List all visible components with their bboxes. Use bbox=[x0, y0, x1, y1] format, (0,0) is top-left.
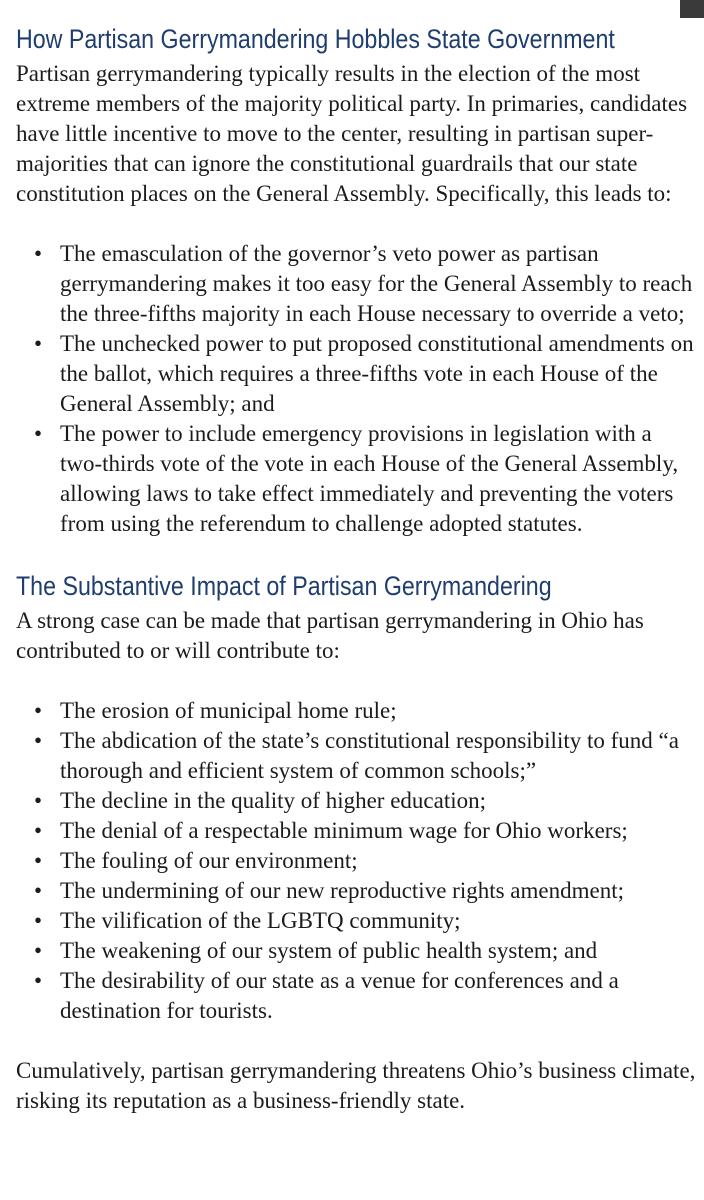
bullet-icon: • bbox=[34, 421, 43, 446]
list-item: • The denial of a respectable minimum wage for Ohio workers; bbox=[16, 816, 696, 846]
list-item: • The unchecked power to put proposed constitutional amendments on the ballot, which requires a three-fifths vote in each House of the General Assembly; and bbox=[34, 331, 694, 416]
bullet-icon: • bbox=[34, 331, 43, 356]
bullet-icon: • bbox=[34, 968, 43, 993]
bullet-icon: • bbox=[34, 938, 43, 963]
section2-bullet-list bbox=[16, 696, 696, 1026]
section1-bullet-list bbox=[16, 239, 696, 539]
list-item: • The abdication of the state’s constitutional responsibility to fund “a thorough and efficient system of common schools;” bbox=[34, 728, 679, 783]
list-item: • The vilification of the LGBTQ community; bbox=[16, 906, 696, 936]
bullet-icon: • bbox=[34, 698, 43, 723]
section2-intro-paragraph: A strong case can be made that partisan gerrymandering in Ohio has contributed to or will contribute to: bbox=[16, 608, 644, 663]
top-bar bbox=[0, 0, 704, 22]
bullet-icon: • bbox=[34, 728, 43, 753]
section1-intro-paragraph: Partisan gerrymandering typically results in the election of the most extreme members of the majority political party. In primaries, candidates have little incentive to move to the center, resulting in partisan super-majorities that can ignore the constitutional guardrails that our state constitution places on the General Assembly. Specifically, this leads to: bbox=[16, 61, 688, 206]
bullet-icon: • bbox=[34, 878, 43, 903]
list-item: • The fouling of our environment; bbox=[16, 846, 696, 876]
bullet-icon: • bbox=[34, 908, 43, 933]
list-item: • The undermining of our new reproductive rights amendment; bbox=[16, 876, 696, 906]
list-item: • The power to include emergency provisions in legislation with a two-thirds vote of the vote in each House of the General Assembly, allowing laws to take effect immediately and preventing the voters from using the referendum to challenge adopted statutes. bbox=[34, 421, 679, 536]
article-body bbox=[16, 20, 696, 1116]
bullet-icon: • bbox=[34, 818, 43, 843]
bullet-icon: • bbox=[34, 788, 43, 813]
list-item: • The weakening of our system of public health system; and bbox=[16, 936, 696, 966]
section-heading-substantive-impact: The Substantive Impact of Partisan Gerrymandering bbox=[16, 571, 552, 601]
closing-paragraph: Cumulatively, partisan gerrymandering threatens Ohio’s business climate, risking its reputation as a business-friendly state. bbox=[16, 1058, 696, 1113]
list-item: • The erosion of municipal home rule; bbox=[16, 696, 696, 726]
list-item: • The decline in the quality of higher education; bbox=[16, 786, 696, 816]
list-item: • The emasculation of the governor’s veto power as partisan gerrymandering makes it too easy for the General Assembly to reach the three-fifths majority in each House necessary to override a veto; bbox=[34, 241, 693, 326]
bullet-icon: • bbox=[34, 848, 43, 873]
bullet-icon: • bbox=[34, 241, 43, 266]
list-item: • The desirability of our state as a venue for conferences and a destination for tourists. bbox=[34, 968, 619, 1023]
scrollbar-thumb[interactable] bbox=[680, 0, 704, 18]
section-heading-state-government: How Partisan Gerrymandering Hobbles State Government bbox=[16, 24, 615, 54]
